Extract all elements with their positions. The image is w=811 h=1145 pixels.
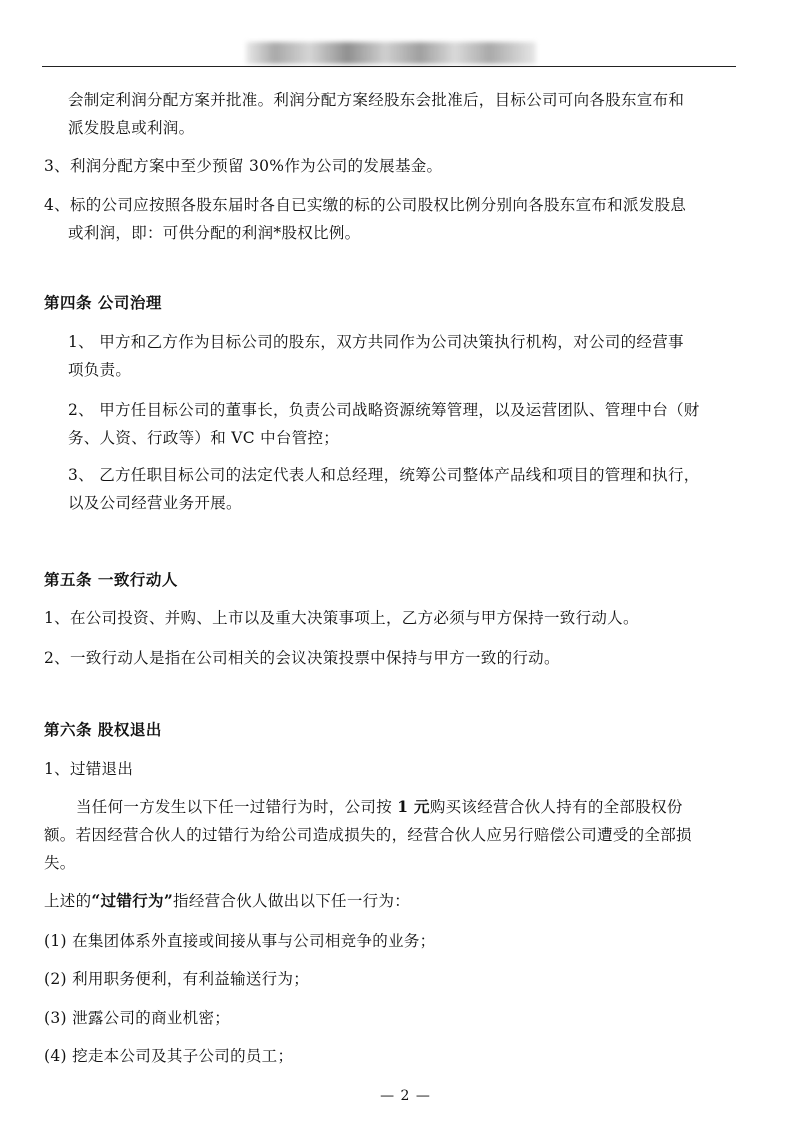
text-line: 1、在公司投资、并购、上市以及重大决策事项上，乙方必须与甲方保持一致行动人。: [44, 609, 639, 627]
page-number: — 2 —: [380, 1088, 431, 1104]
text-line: 项负责。: [68, 361, 132, 379]
text-line: 以及公司经营业务开展。: [68, 494, 242, 512]
list-item: (1) 在集团体系外直接或间接从事与公司相竞争的业务；: [44, 932, 436, 950]
text-line: 3、利润分配方案中至少预留 30%作为公司的发展基金。: [44, 157, 443, 175]
section-heading-6: 第六条 股权退出: [44, 720, 162, 739]
header-rule: [42, 66, 736, 67]
text-line: 4、标的公司应按照各股东届时各自已实缴的标的公司股权比例分别向各股东宣布和派发股息: [44, 196, 687, 214]
text-line: 失。: [44, 854, 76, 872]
text-line: 额。若因经营合伙人的过错行为给公司造成损失的，经营合伙人应另行赔偿公司遭受的全部损: [44, 826, 692, 844]
text-line: 3、 乙方任职目标公司的法定代表人和总经理，统筹公司整体产品线和项目的管理和执行，: [68, 466, 700, 484]
text-line: 会制定利润分配方案并批准。利润分配方案经股东会批准后，目标公司可向各股东宣布和: [68, 91, 685, 109]
text-line: 当任何一方发生以下任一过错行为时，公司按 1 元购买该经营合伙人持有的全部股权份: [76, 797, 683, 816]
section-heading-5: 第五条 一致行动人: [44, 570, 178, 589]
text-line: 派发股息或利润。: [68, 119, 195, 137]
text-line: 上述的“过错行为”指经营合伙人做出以下任一行为：: [44, 891, 411, 910]
header-redacted: [246, 42, 536, 64]
text-line: 1、 甲方和乙方作为目标公司的股东，双方共同作为公司决策执行机构，对公司的经营事: [68, 333, 684, 351]
text-line: 2、 甲方任目标公司的董事长，负责公司战略资源统筹管理，以及运营团队、管理中台（财: [68, 401, 700, 419]
list-item: (4) 挖走本公司及其子公司的员工；: [44, 1047, 294, 1065]
text-line: 1、过错退出: [44, 760, 134, 778]
text-line: 务、人资、行政等）和 VC 中台管控；: [68, 429, 340, 447]
text-line: 2、一致行动人是指在公司相关的会议决策投票中保持与甲方一致的行动。: [44, 649, 560, 667]
list-item: (3) 泄露公司的商业机密；: [44, 1009, 231, 1027]
section-heading-4: 第四条 公司治理: [44, 293, 162, 312]
list-item: (2) 利用职务便利，有利益输送行为；: [44, 970, 310, 988]
text-line: 或利润，即：可供分配的利润*股权比例。: [68, 224, 361, 242]
